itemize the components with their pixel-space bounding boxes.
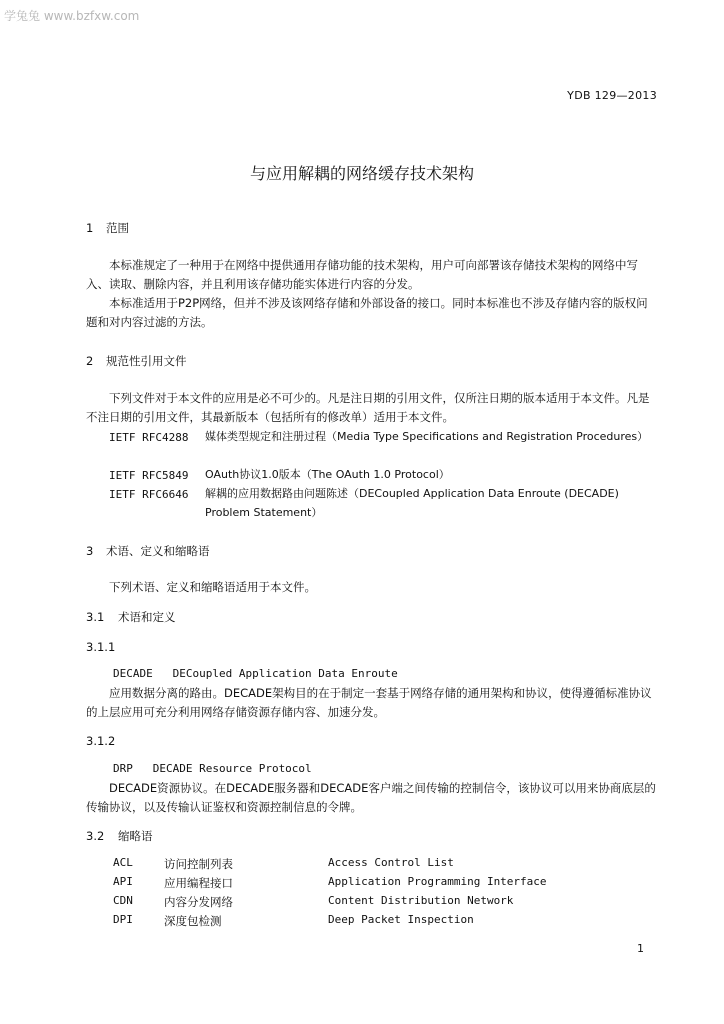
abbreviation-chinese: 内容分发网络 (164, 895, 233, 909)
section-3-1-heading (86, 609, 176, 625)
abbreviation-chinese: 访问控制列表 (164, 857, 233, 871)
section-title: 规范性引用文件 (106, 354, 187, 368)
section-number: 1 (86, 221, 94, 235)
section-number: 3.2 (86, 829, 105, 843)
term-decade: DECADE DECoupled Application Data Enroute (113, 667, 398, 680)
section-2-heading (86, 353, 187, 369)
section-number: 3.1 (86, 610, 105, 624)
section-title: 缩略语 (118, 829, 153, 843)
section-number: 2 (86, 354, 94, 368)
abbreviation: API (113, 875, 133, 888)
section-1-heading (86, 220, 129, 236)
term-drp-definition: DECADE资源协议。在DECADE服务器和DECADE客户端之间传输的控制信令，该协议可以用来协商底层的传输协议，以及传输认证鉴权和资源控制信息的令牌。 (86, 781, 656, 814)
section-3-heading (86, 543, 210, 559)
document-number: YDB 129—2013 (567, 89, 657, 102)
reference-title: 媒体类型规定和注册过程（Media Type Specifications and Registration Procedures） (205, 430, 649, 443)
term-drp: DRP DECADE Resource Protocol (113, 762, 312, 775)
abbreviation: DPI (113, 913, 133, 926)
reference-code: IETF RFC4288 (109, 431, 189, 444)
section-3-1-2-number: 3.1.2 (86, 734, 116, 748)
reference-code: IETF RFC5849 (109, 469, 189, 482)
abbreviation-english: Application Programming Interface (328, 875, 547, 888)
abbreviation-chinese: 深度包检测 (164, 914, 222, 928)
abbreviation: ACL (113, 856, 133, 869)
section-title: 术语、定义和缩略语 (106, 544, 210, 558)
section-number: 3 (86, 544, 94, 558)
reference-code: IETF RFC6646 (109, 488, 189, 501)
abbreviation-chinese: 应用编程接口 (164, 876, 233, 890)
abbreviation-english: Access Control List (328, 856, 454, 869)
reference-title: OAuth协议1.0版本（The OAuth 1.0 Protocol） (205, 468, 450, 481)
document-title: 与应用解耦的网络缓存技术架构 (249, 164, 474, 183)
term-decade-definition: 应用数据分离的路由。DECADE架构目的在于制定一套基于网络存储的通用架构和协议，使得遵循标准协议的上层应用可充分利用网络存储资源存储内容、加速分发。 (86, 686, 652, 719)
page-number: 1 (637, 942, 644, 955)
abbreviation-english: Content Distribution Network (328, 894, 514, 907)
section-1-paragraph-1: 本标准规定了一种用于在网络中提供通用存储功能的技术架构，用户可向部署该存储技术架构的网络中写入、读取、删除内容，并且利用该存储功能实体进行内容的分发。 (86, 258, 638, 291)
reference-title: 解耦的应用数据路由问题陈述（DECoupled Application Data Enroute (DECADE) Problem Statement） (205, 487, 619, 519)
section-title: 范围 (106, 221, 129, 235)
section-2-paragraph-1: 下列文件对于本文件的应用是必不可少的。凡是注日期的引用文件，仅所注日期的版本适用于本文件。凡是不注日期的引用文件，其最新版本（包括所有的修改单）适用于本文件。 (86, 391, 650, 424)
section-title: 术语和定义 (118, 610, 176, 624)
section-3-2-heading (86, 828, 153, 844)
abbreviation: CDN (113, 894, 133, 907)
section-3-paragraph-1: 下列术语、定义和缩略语适用于本文件。 (109, 580, 316, 594)
section-1-paragraph-2: 本标准适用于P2P网络，但并不涉及该网络存储和外部设备的接口。同时本标准也不涉及存储内容的版权问题和对内容过滤的方法。 (86, 296, 648, 329)
watermark: 学兔兔 www.bzfxw.com (4, 9, 140, 23)
section-3-1-1-number: 3.1.1 (86, 640, 116, 654)
abbreviation-english: Deep Packet Inspection (328, 913, 474, 926)
